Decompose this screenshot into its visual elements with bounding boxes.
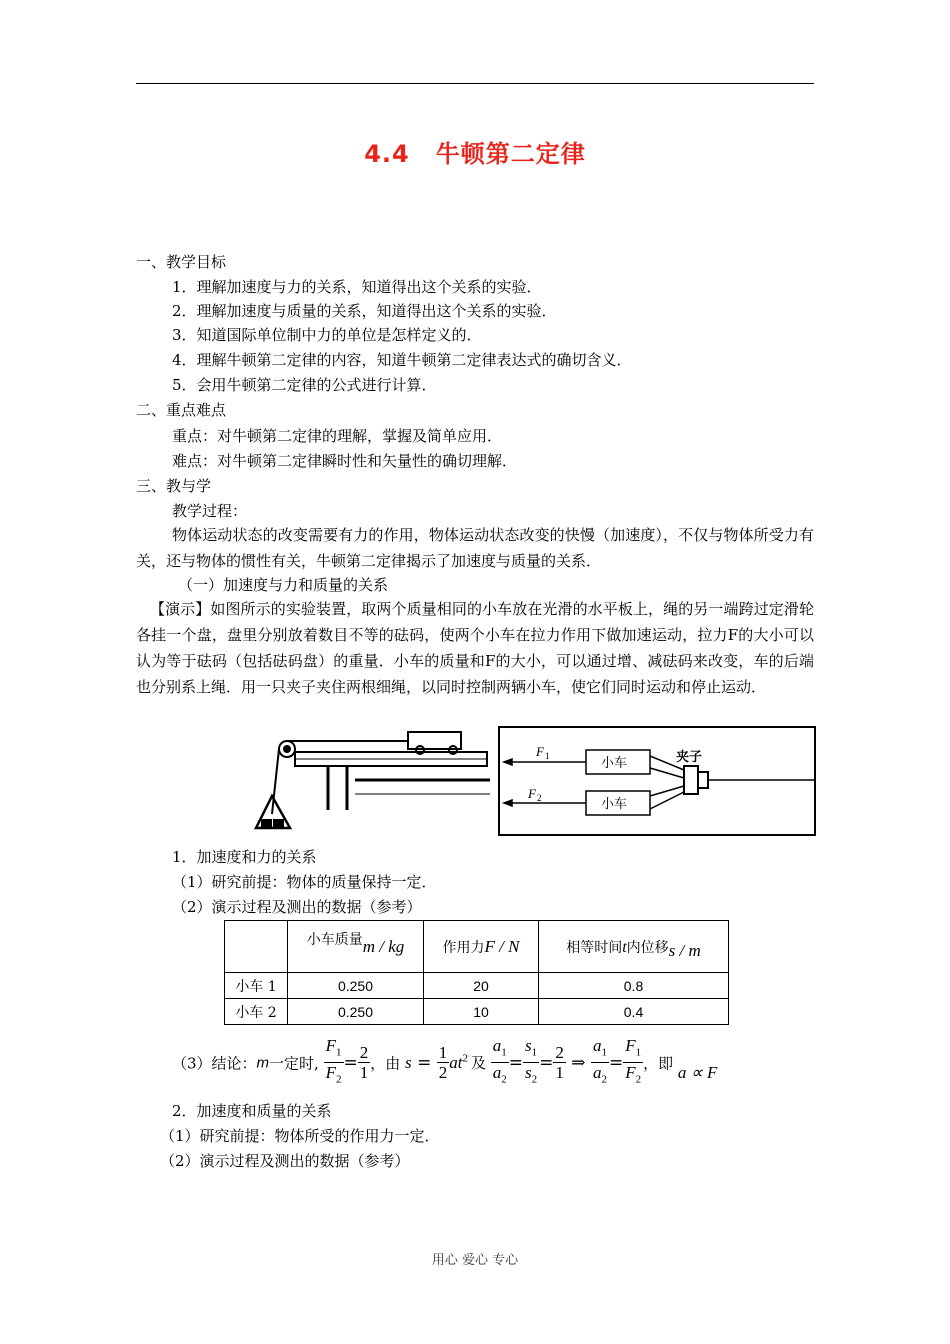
conclusion-prefix: （3）结论：: [172, 1054, 257, 1073]
part1-premise: （1）研究前提：物体的质量保持一定．: [172, 873, 437, 891]
clip-label: 夹子: [676, 750, 703, 765]
top-view-figure: [498, 726, 816, 836]
section2-heading: 二、重点难点: [136, 401, 227, 419]
clip-body: [684, 766, 698, 794]
header-rule: [136, 83, 814, 84]
force-label-2: F: [528, 786, 536, 801]
table-header-mass: [288, 921, 424, 973]
row-disp: 0.4: [539, 999, 729, 1025]
table-header-force: [424, 921, 539, 973]
formula-s1-s2: $\frac{s_1}{s_2}$: [525, 1036, 538, 1086]
table-row: [225, 999, 729, 1025]
title-number: 4.4: [364, 140, 410, 168]
header-disp-symbol: s / m: [668, 940, 701, 960]
formula-2-1b: $\frac{2}{1}$: [555, 1043, 564, 1083]
objective-item: 2．理解加速度与质量的关系，知道得出这个关系的实验．: [172, 302, 557, 320]
objective-item: 4．理解牛顿第二定律的内容，知道牛顿第二定律表达式的确切含义．: [172, 351, 632, 369]
row-mass: 0.250: [288, 999, 424, 1025]
header-force-symbol: F / N: [484, 936, 520, 956]
row-label: 小车 1: [225, 973, 288, 999]
demo-paragraph: [136, 596, 814, 700]
section1-heading: 一、教学目标: [136, 253, 227, 271]
conclusion-line: （3）结论：m一定时, $\frac{F_1}{F_2}$ = $\frac{2}{1}$ ，由 s = $\frac{1}{2}$ $at^2$ 及 $\frac{a_1}{a_2}$ = $\frac{s_1}{s_2}$ = $\frac{2}{1}$ ⇒ $\frac{a_1}{a_2}$ = $\frac{F_1}{F_2}$ ，即 a ∝ F: [172, 1036, 717, 1086]
conclusion-comma1: ，由: [370, 1054, 401, 1073]
force-label-1-sub: 1: [545, 751, 550, 761]
table-header-empty: [225, 921, 288, 973]
process-label: 教学过程：: [172, 502, 248, 520]
formula-a1-a2: $\frac{a_1}{a_2}$: [492, 1036, 507, 1086]
objective-item: 1．理解加速度与力的关系，知道得出这个关系的实验．: [172, 278, 542, 296]
conclusion-and: 及: [470, 1054, 486, 1073]
pulley-apparatus-figure: [250, 722, 490, 840]
header-mass-symbol: m / kg: [362, 936, 405, 956]
conclusion-text: 一定时,: [269, 1054, 319, 1073]
formula-half: $\frac{1}{2}$: [438, 1043, 448, 1083]
objective-item: 3．知道国际单位制中力的单位是怎样定义的．: [172, 326, 482, 344]
difficulty: 难点：对牛顿第二定律瞬时性和矢量性的确切理解．: [172, 452, 518, 470]
header-disp-text: 内位移: [626, 939, 669, 956]
formula-a1-a2b: $\frac{a_1}{a_2}$: [592, 1036, 607, 1086]
title-text: 牛顿第二定律: [435, 140, 586, 168]
part1-process: （2）演示过程及测出的数据（参考）: [172, 898, 422, 916]
key-point: 重点：对牛顿第二定律的理解，掌握及简单应用．: [172, 427, 503, 445]
footer-text: 用心 爱心 专心: [431, 1253, 519, 1268]
conclusion-m: m: [256, 1054, 270, 1072]
header-force-text: 作用力: [442, 939, 485, 956]
demo-tag: 【演示】: [150, 600, 211, 618]
row-force: 20: [424, 973, 539, 999]
table-header-disp: [539, 921, 729, 973]
formula-f1-f2: $\frac{F_1}{F_2}$: [325, 1036, 342, 1086]
row-force: 10: [424, 999, 539, 1025]
table-row: [225, 973, 729, 999]
part2-premise: （1）研究前提：物体所受的作用力一定．: [160, 1127, 440, 1145]
demo-text: 如图所示的实验装置，取两个质量相同的小车放在光滑的水平板上，绳的另一端跨过定滑轮各挂一个盘，盘里分别放着数目不等的砝码，使两个小车在拉力作用下做加速运动，拉力F的大小可以认为等于砝码（包括砝码盘）的重量．小车的质量和F的大小，可以通过增、减砝码来改变，车的后端也分别系上绳．用一只夹子夹住两根细绳，以同时控制两辆小车，使它们同时运动和停止运动．: [136, 600, 814, 696]
header-time-text: 相等时间: [566, 939, 623, 956]
row-mass: 0.250: [288, 973, 424, 999]
sub-heading: （一）加速度与力和质量的关系: [178, 576, 389, 594]
part1-heading: 1．加速度和力的关系: [172, 848, 317, 866]
data-table: [224, 920, 729, 1025]
objective-item: 5．会用牛顿第二定律的公式进行计算．: [172, 376, 437, 394]
force-label-2-sub: 2: [537, 793, 542, 803]
cart-label-1: 小车: [601, 756, 628, 771]
cart-label-2: 小车: [601, 797, 628, 812]
conclusion-result: a ∝ F: [677, 1062, 718, 1082]
header-time-symbol: t: [622, 938, 627, 956]
page-title: [0, 134, 950, 169]
formula-2-1: $\frac{2}{1}$: [359, 1043, 369, 1083]
intro-paragraph: 物体运动状态的改变需要有力的作用，物体运动状态改变的快慢（加速度），不仅与物体所受力有关，还与物体的惯性有关，牛顿第二定律揭示了加速度与质量的关系．: [136, 526, 814, 570]
part2-process: （2）演示过程及测出的数据（参考）: [160, 1152, 410, 1170]
conclusion-comma2: ，即: [643, 1054, 674, 1073]
row-label: 小车 2: [225, 999, 288, 1025]
formula-f1-f2b: $\frac{F_1}{F_2}$: [625, 1036, 642, 1086]
header-mass-text: 小车质量: [306, 931, 363, 948]
part2-heading: 2．加速度和质量的关系: [172, 1102, 332, 1120]
row-disp: 0.8: [539, 973, 729, 999]
section3-heading: 三、教与学: [136, 477, 212, 495]
force-label-1: F: [536, 744, 544, 759]
